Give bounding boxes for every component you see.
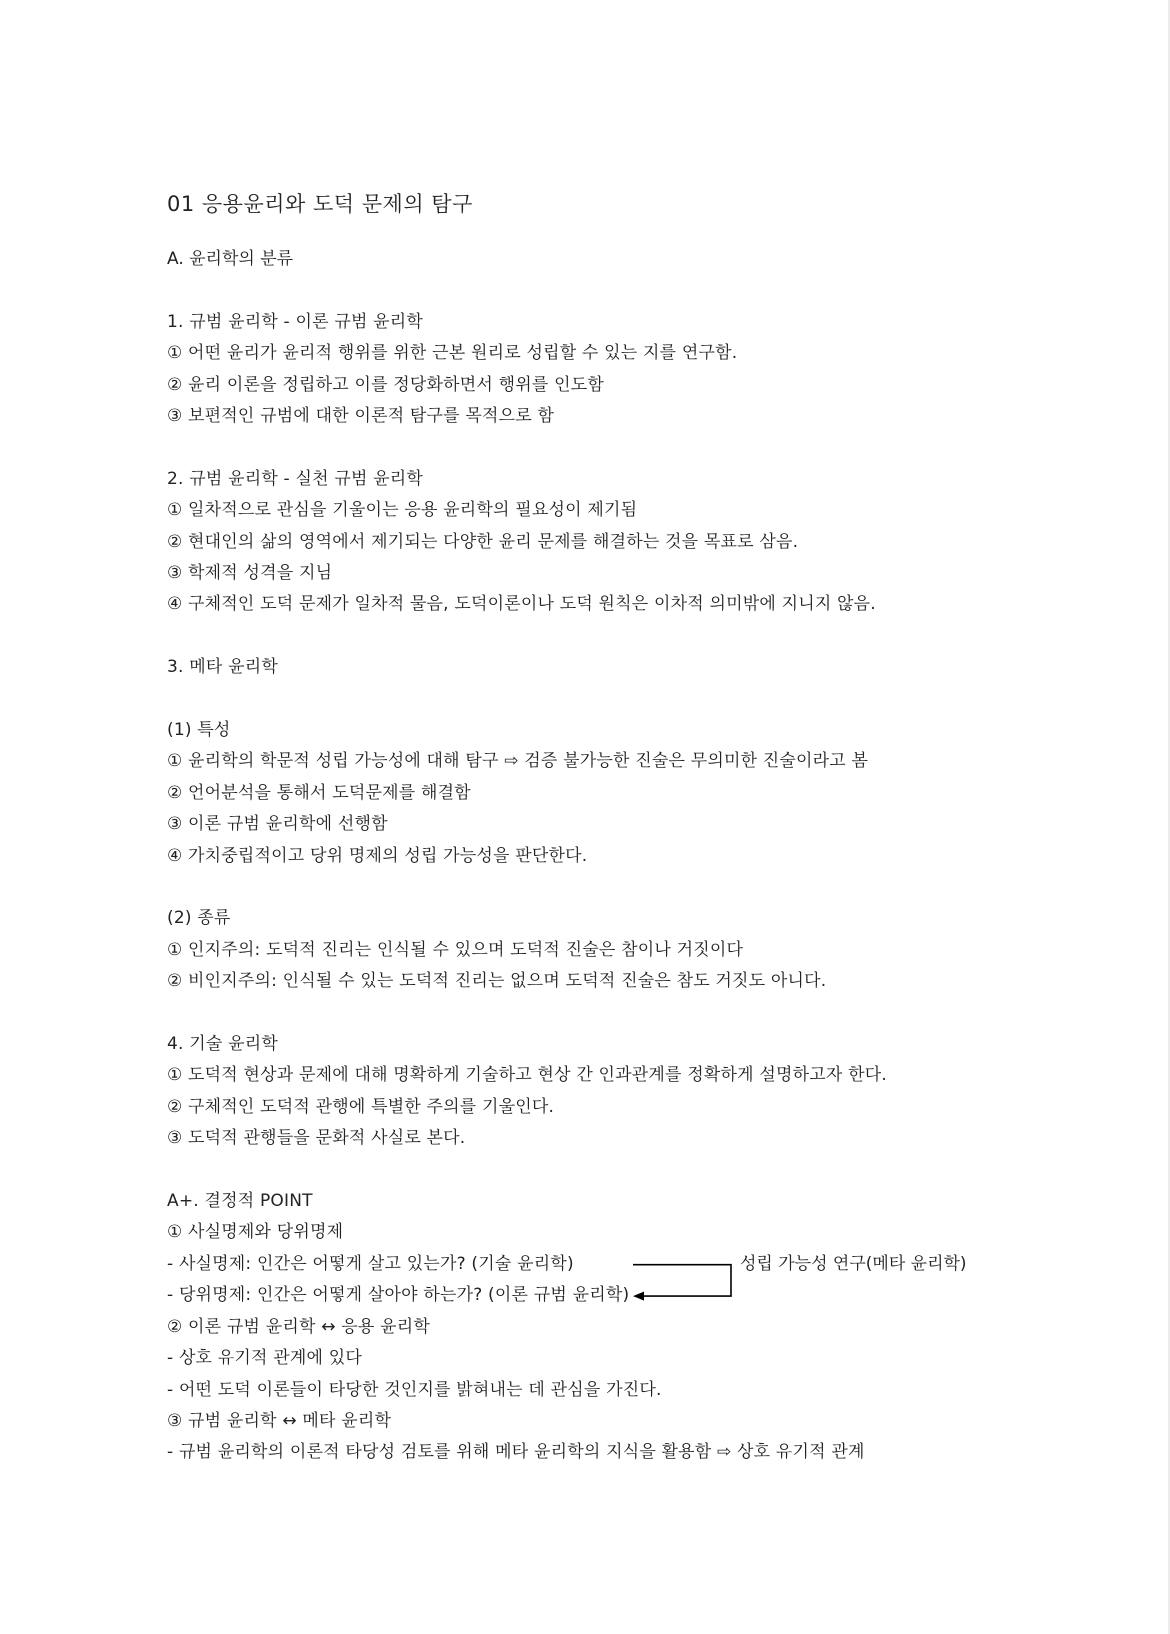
section-a-title: A. 윤리학의 분류	[167, 249, 294, 269]
list-item: ① 인지주의: 도덕적 진리는 인식될 수 있으며 도덕적 진술은 참이나 거짓이다	[167, 939, 744, 960]
list-item: ② 언어분석을 통해서 도덕문제를 해결함	[167, 782, 471, 803]
list-item: - 규범 윤리학의 이론적 타당성 검토를 위해 메타 윤리학의 지식을 활용함 ⇨ 상호 유기적 관계	[167, 1442, 865, 1463]
document-body	[167, 186, 1107, 1469]
block-key-point	[167, 1186, 1107, 1469]
block-heading: 1. 규범 윤리학 - 이론 규범 윤리학	[167, 311, 424, 332]
block-heading-meta-ethics: 3. 메타 윤리학	[167, 657, 278, 678]
list-item: ① 도덕적 현상과 문제에 대해 명확하게 기술하고 현상 간 인과관계를 정확하게 설명하고자 한다.	[167, 1065, 887, 1086]
fact-proposition-line: - 사실명제: 인간은 어떻게 살고 있는가? (기술 윤리학)	[167, 1253, 574, 1274]
block-normative-theoretical	[167, 307, 1107, 433]
list-item: - 상호 유기적 관계에 있다	[167, 1348, 362, 1369]
diagram-target-label: 성립 가능성 연구(메타 윤리학)	[740, 1253, 967, 1274]
block-heading: 4. 기술 윤리학	[167, 1034, 278, 1055]
block-heading: 2. 규범 윤리학 - 실천 규범 윤리학	[167, 468, 424, 489]
list-item: ② 구체적인 도덕적 관행에 특별한 주의를 기울인다.	[167, 1096, 555, 1117]
document-title: 01 응용윤리와 도덕 문제의 탐구	[167, 192, 473, 216]
block-characteristics	[167, 715, 1107, 872]
list-item: ② 현대인의 삶의 영역에서 제기되는 다양한 윤리 문제를 해결하는 것을 목표로 삼음.	[167, 531, 799, 552]
proposition-diagram	[167, 1249, 1107, 1312]
block-heading: (2) 종류	[167, 908, 231, 929]
list-item: ④ 가치중립적이고 당위 명제의 성립 가능성을 판단한다.	[167, 845, 588, 866]
list-item: - 어떤 도덕 이론들이 타당한 것인지를 밝혀내는 데 관심을 가진다.	[167, 1379, 662, 1400]
block-heading: (1) 특성	[167, 720, 231, 741]
list-item: ③ 보편적인 규범에 대한 이론적 탐구를 목적으로 함	[167, 406, 555, 427]
list-item: ③ 학제적 성격을 지님	[167, 563, 333, 584]
list-item: ① 사실명제와 당위명제	[167, 1222, 344, 1243]
list-item: ④ 구체적인 도덕 문제가 일차적 물음, 도덕이론이나 도덕 원칙은 이차적 의미밖에 지니지 않음.	[167, 594, 876, 615]
list-item: ① 일차적으로 관심을 기울이는 응용 윤리학의 필요성이 제기됨	[167, 500, 638, 521]
list-item: ③ 도덕적 관행들을 문화적 사실로 본다.	[167, 1128, 466, 1149]
list-item: ③ 이론 규범 윤리학에 선행함	[167, 814, 388, 835]
list-item: ② 비인지주의: 인식될 수 있는 도덕적 진리는 없으며 도덕적 진술은 참도 거짓도 아니다.	[167, 971, 827, 992]
block-types	[167, 903, 1107, 997]
list-item: ① 어떤 윤리가 윤리적 행위를 위한 근본 원리로 성립할 수 있는 지를 연구함.	[167, 343, 738, 364]
list-item: ③ 규범 윤리학 ↔ 메타 윤리학	[167, 1410, 392, 1431]
list-item: ① 윤리학의 학문적 성립 가능성에 대해 탐구 ⇨ 검증 불가능한 진술은 무의미한 진술이라고 봄	[167, 751, 869, 772]
block-descriptive-ethics	[167, 1029, 1107, 1155]
connector-arrow	[631, 1249, 735, 1312]
list-item: ② 이론 규범 윤리학 ↔ 응용 윤리학	[167, 1316, 430, 1337]
ought-proposition-line: - 당위명제: 인간은 어떻게 살아야 하는가? (이론 규범 윤리학)	[167, 1285, 630, 1306]
block-normative-practical	[167, 464, 1107, 621]
block-heading: A+. 결정적 POINT	[167, 1191, 313, 1212]
list-item: ② 윤리 이론을 정립하고 이를 정당화하면서 행위를 인도함	[167, 374, 604, 395]
